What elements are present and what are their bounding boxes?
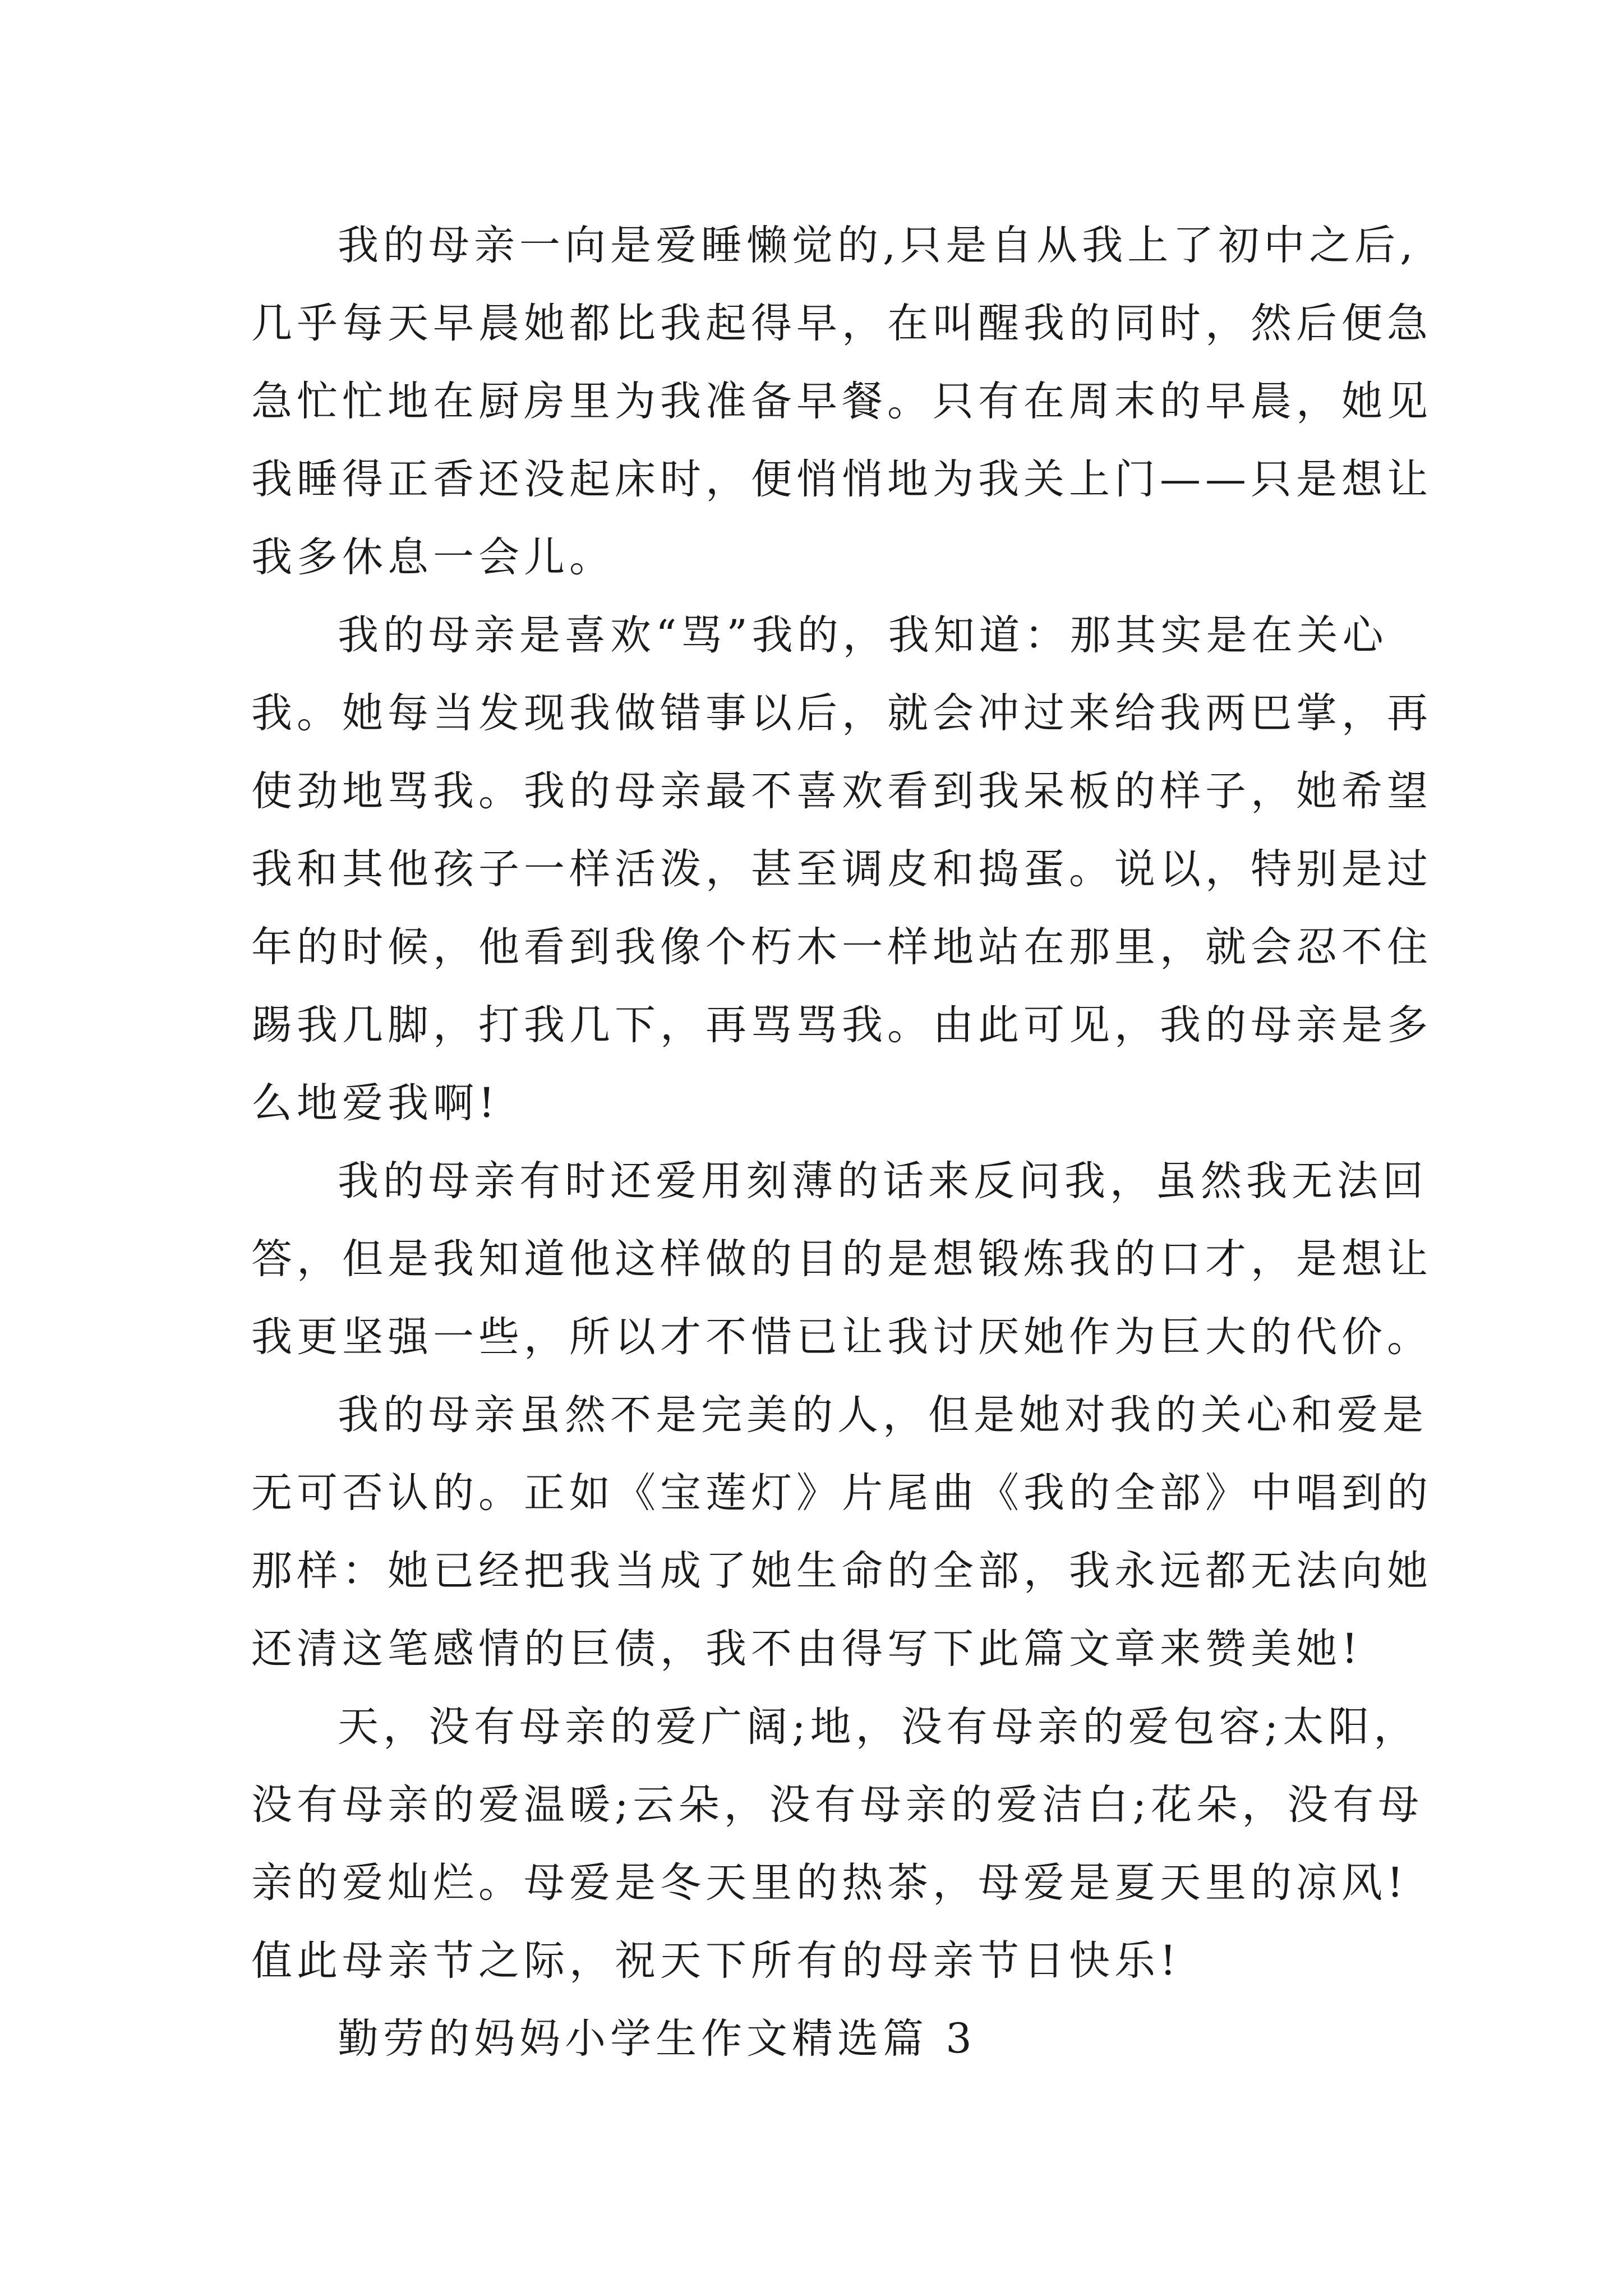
text-line: 答，但是我知道他这样做的目的是想锻炼我的口才，是想让 [251,1235,1432,1283]
text-line: 踢我几脚，打我几下，再骂骂我。由此可见，我的母亲是多 [251,1001,1432,1049]
text-line: 没有母亲的爱温暖;云朵，没有母亲的爱洁白;花朵，没有母 [251,1781,1424,1829]
document-body [251,206,1432,2078]
text-line: 还清这笔感情的巨债，我不由得写下此篇文章来赞美她! [251,1625,1363,1673]
text-line: 我的母亲虽然不是完美的人，但是她对我的关心和爱是 [338,1391,1428,1439]
text-line: 我的母亲是喜欢“骂”我的，我知道：那其实是在关心 [338,611,1388,659]
text-line: 那样：她已经把我当成了她生命的全部，我永远都无法向她 [251,1547,1432,1595]
text-line: 我。她每当发现我做错事以后，就会冲过来给我两巴掌，再 [251,689,1432,737]
text-line: 亲的爱灿烂。母爱是冬天里的热茶，母爱是夏天里的凉风! [251,1859,1408,1907]
text-line: 我更坚强一些，所以才不惜已让我讨厌她作为巨大的代价。 [251,1313,1432,1361]
text-line: 无可否认的。正如《宝莲灯》片尾曲《我的全部》中唱到的 [251,1469,1432,1517]
text-line: 么地爱我啊! [251,1079,500,1127]
text-line: 我的母亲有时还爱用刻薄的话来反问我，虽然我无法回 [338,1157,1428,1205]
text-line: 我的母亲一向是爱睡懒觉的,只是自从我上了初中之后, [338,222,1418,269]
text-line: 使劲地骂我。我的母亲最不喜欢看到我呆板的样子，她希望 [251,767,1432,815]
text-line: 我多休息一会儿。 [251,533,615,581]
text-line: 几乎每天早晨她都比我起得早，在叫醒我的同时，然后便急 [251,300,1432,347]
text-line: 天，没有母亲的爱广阔;地，没有母亲的爱包容;太阳， [338,1703,1419,1751]
text-line: 我和其他孩子一样活泼，甚至调皮和捣蛋。说以，特别是过 [251,845,1432,893]
text-line: 年的时候，他看到我像个朽木一样地站在那里，就会忍不住 [251,923,1432,971]
text-line: 值此母亲节之际，祝天下所有的母亲节日快乐! [251,1937,1181,1985]
text-line: 我睡得正香还没起床时，便悄悄地为我关上门——只是想让 [251,455,1432,503]
text-line: 勤劳的妈妈小学生作文精选篇 3 [338,2015,976,2063]
text-line: 急忙忙地在厨房里为我准备早餐。只有在周末的早晨，她见 [251,378,1432,425]
